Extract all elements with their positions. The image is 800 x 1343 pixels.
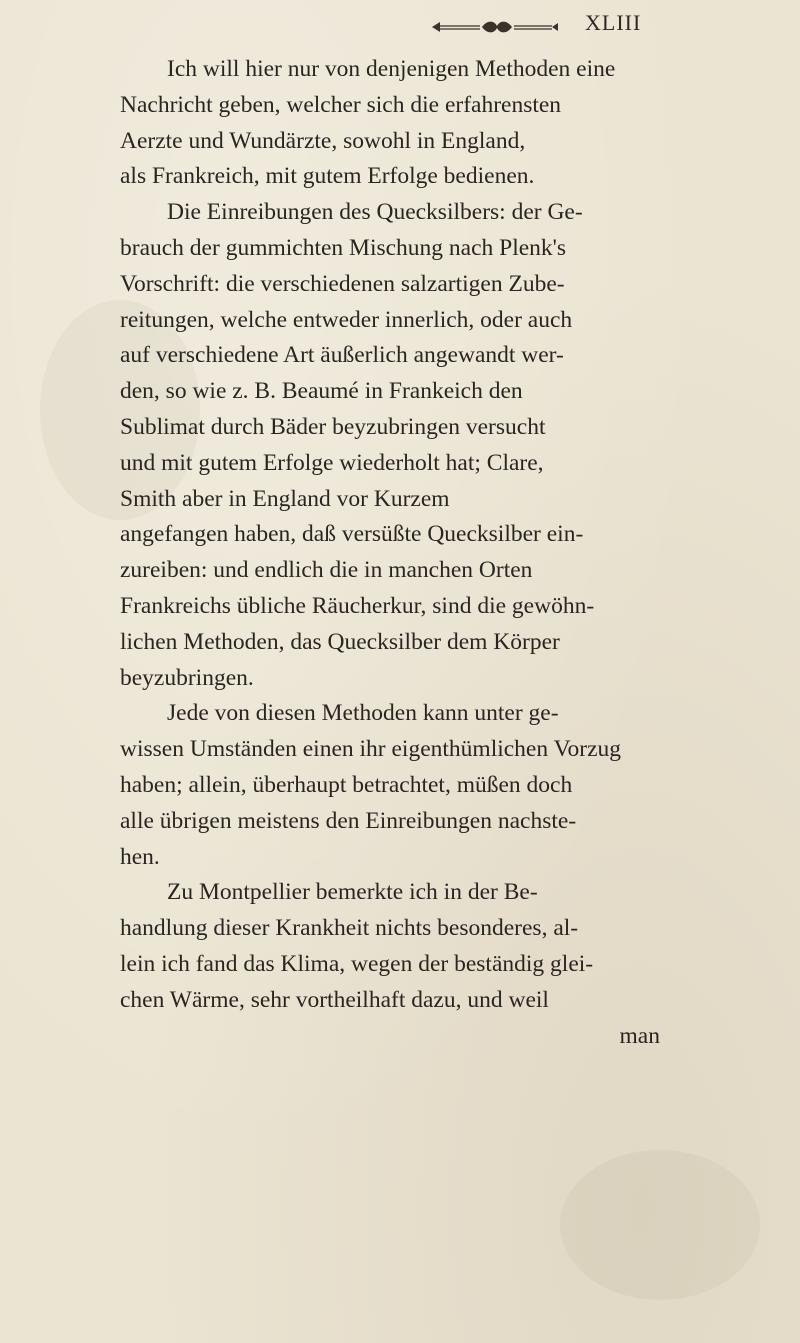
text-line: lichen Methoden, das Quecksilber dem Körper — [120, 628, 560, 655]
text-line: haben; allein, überhaupt betrachtet, müßen doch — [120, 771, 573, 798]
text-line: Aerzte und Wundärzte, sowohl in England, — [120, 127, 526, 154]
text-line: hen. — [120, 843, 160, 870]
text-line: chen Wärme, sehr vortheilhaft dazu, und weil — [120, 986, 549, 1013]
text-line: Nachricht geben, welcher sich die erfahrensten — [120, 91, 562, 118]
text-line: Ich will hier nur von denjenigen Methoden eine — [167, 56, 616, 82]
text-line: brauch der gummichten Mischung nach Plenk's — [120, 234, 567, 261]
text-line: zureiben: und endlich die in manchen Orten — [120, 557, 533, 584]
page-number: XLIII — [585, 10, 642, 35]
text-line: als Frankreich, mit gutem Erfolge bedienen. — [120, 163, 535, 190]
page-header — [0, 0, 800, 40]
text-line: angefangen haben, daß versüßte Quecksilber ein- — [120, 521, 584, 548]
text-line: Sublimat durch Bäder beyzubringen versucht — [120, 413, 546, 440]
text-line: reitungen, welche entweder innerlich, oder auch — [120, 306, 573, 333]
text-line: man — [619, 1022, 660, 1049]
text-line: auf verschiedene Art äußerlich angewandt wer- — [120, 342, 564, 369]
text-line: handlung dieser Krankheit nichts besonderes, al- — [120, 915, 579, 942]
text-line: Jede von diesen Methoden kann unter ge- — [167, 700, 559, 727]
ornament-rule-icon — [432, 17, 562, 37]
text-line: und mit gutem Erfolge wiederholt hat; Clare, — [120, 449, 544, 476]
text-line: Vorschrift: die verschiedenen salzartigen Zube- — [120, 270, 565, 297]
text-line: lein ich fand das Klima, wegen der beständig glei- — [120, 950, 594, 977]
text-line: Zu Montpellier bemerkte ich in der Be- — [167, 879, 538, 906]
body-text — [120, 52, 770, 1054]
text-line: Smith aber in England vor Kurzem — [120, 485, 450, 512]
text-line: wissen Umständen einen ihr eigenthümlichen Vorzug — [120, 736, 622, 763]
paper-stain — [560, 1150, 760, 1300]
text-line: beyzubringen. — [120, 664, 254, 691]
text-line: alle übrigen meistens den Einreibungen nachste- — [120, 807, 577, 834]
text-line: den, so wie z. B. Beaumé in Frankeich den — [120, 378, 523, 405]
text-line: Die Einreibungen des Quecksilbers: der Ge- — [167, 199, 583, 226]
text-line: Frankreichs übliche Räucherkur, sind die gewöhn- — [120, 592, 595, 619]
